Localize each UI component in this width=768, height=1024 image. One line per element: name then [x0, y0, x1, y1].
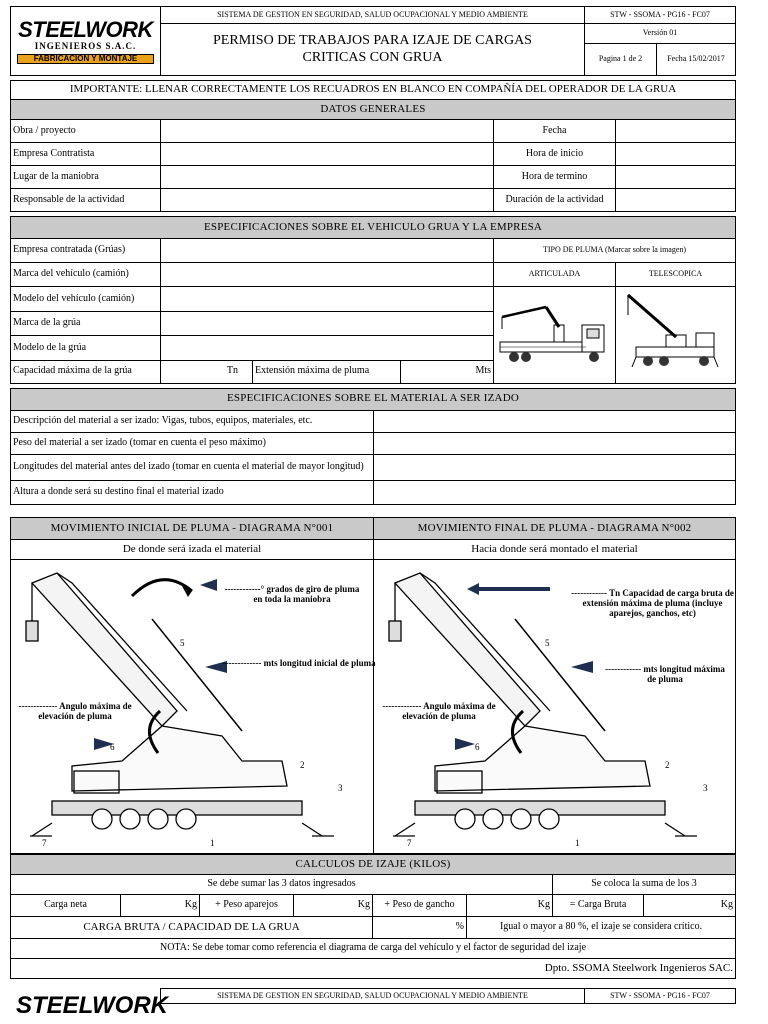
- input-material-desc[interactable]: [374, 410, 736, 432]
- crane-number-2-b: 2: [665, 760, 670, 770]
- department: Dpto. SSOMA Steelwork Ingenieros SAC.: [11, 959, 736, 979]
- note-max-length: ------------ mts longitud máxima de pluma: [605, 664, 725, 684]
- label-duration: Duración de la actividad: [494, 189, 616, 212]
- footer-block: [10, 988, 735, 1022]
- crane-number-5-b: 5: [545, 638, 550, 648]
- input-crane-brand[interactable]: [161, 311, 494, 336]
- footnote: NOTA: Se debe tomar como referencia el diagrama de carga del vehículo y el factor de seguridad del izaje: [11, 939, 736, 959]
- diagram-1-subtitle: De donde será izada el material: [11, 540, 374, 560]
- calc-sum-note: Se debe sumar las 3 datos ingresados: [11, 875, 553, 895]
- form-title-line1: PERMISO DE TRABAJOS PARA IZAJE DE CARGAS: [213, 33, 532, 49]
- input-end-time[interactable]: [616, 166, 736, 189]
- unit-kg-4: Kg: [720, 899, 734, 911]
- label-gross-load: = Carga Bruta: [553, 895, 644, 917]
- label-truck-brand: Marca del vehículo (camión): [11, 263, 161, 287]
- crane-number-7-a: 7: [42, 838, 47, 848]
- label-date: Fecha: [494, 120, 616, 143]
- section-calc: CALCULOS DE IZAJE (KILOS): [11, 855, 736, 875]
- label-hook-weight: + Peso de gancho: [373, 895, 467, 917]
- diagram-1-title: MOVIMIENTO INICIAL DE PLUMA - DIAGRAMA N°001: [11, 518, 374, 540]
- unit-tn: Tn: [226, 365, 238, 377]
- note-elevation-angle-2: ------------- Angulo máxima de elevación de pluma: [382, 701, 496, 721]
- system-title: SISTEMA DE GESTION EN SEGURIDAD, SALUD OCUPACIONAL Y MEDIO AMBIENTE: [161, 7, 585, 24]
- label-material-desc: Descripción del material a ser izado: Vigas, tubos, equipos, materiales, etc.: [11, 410, 374, 432]
- label-responsible: Responsable de la actividad: [11, 189, 161, 212]
- input-start-time[interactable]: [616, 143, 736, 166]
- doc-code: STW - SSOMA - PG16 - FC07: [585, 7, 736, 24]
- input-duration[interactable]: [616, 189, 736, 212]
- input-material-weight[interactable]: [374, 432, 736, 454]
- boom-telescopica-label: TELESCOPICA: [616, 263, 736, 287]
- telescopic-crane-icon: [616, 287, 732, 379]
- important-note: IMPORTANTE: LLENAR CORRECTAMENTE LOS RECUADROS EN BLANCO EN COMPAÑÍA DEL OPERADOR DE LA GRUA: [11, 81, 736, 100]
- crane-number-6-a: 6: [110, 742, 115, 752]
- input-project[interactable]: [161, 120, 494, 143]
- label-contractor: Empresa Contratista: [11, 143, 161, 166]
- doc-date: Fecha 15/02/2017: [657, 44, 736, 76]
- crane-number-1-b: 1: [575, 838, 580, 848]
- input-responsible[interactable]: [161, 189, 494, 212]
- input-crane-company[interactable]: [161, 239, 494, 263]
- diagrams-block: [10, 517, 735, 854]
- section-general: DATOS GENERALES: [11, 100, 736, 120]
- footer-logo: STEELWORK: [16, 992, 169, 1019]
- diagram-2-title: MOVIMIENTO FINAL DE PLUMA - DIAGRAMA N°002: [374, 518, 736, 540]
- input-crane-model[interactable]: [161, 336, 494, 361]
- crane-number-6-b: 6: [475, 742, 480, 752]
- form-title: [161, 24, 585, 76]
- logo-cell: [11, 7, 161, 76]
- input-max-extension[interactable]: [401, 360, 494, 383]
- unit-kg-3: Kg: [537, 899, 550, 911]
- critical-note: Igual o mayor a 80 %, el izaje se considera crítico.: [467, 917, 736, 939]
- note-rotation-degrees: ------------° grados de giro de pluma en toda la maniobra: [224, 584, 360, 604]
- input-max-capacity[interactable]: [161, 360, 253, 383]
- label-net-load: Carga neta: [11, 895, 121, 917]
- articulated-crane-icon: [494, 287, 612, 379]
- crane-number-7-b: 7: [407, 838, 412, 848]
- label-crane-company: Empresa contratada (Grúas): [11, 239, 161, 263]
- unit-kg-1: Kg: [184, 899, 197, 911]
- section-material: ESPECIFICACIONES SOBRE EL MATERIAL A SER IZADO: [11, 388, 736, 410]
- input-location[interactable]: [161, 166, 494, 189]
- boom-type-text: TIPO DE PLUMA: [542, 245, 603, 255]
- crane-number-3-b: 3: [703, 783, 708, 793]
- arrow-angle-pointer-2: [455, 738, 475, 750]
- version-label: Versión 01: [585, 24, 736, 44]
- label-end-time: Hora de termino: [494, 166, 616, 189]
- boom-type-label: [494, 239, 736, 263]
- label-crane-brand: Marca de la grúa: [11, 311, 161, 336]
- page-number: Pagina 1 de 2: [585, 44, 657, 76]
- crane-number-3-a: 3: [338, 783, 343, 793]
- boom-type-hint: (Marcar sobre la imagen): [605, 245, 687, 255]
- unit-percent: %: [455, 921, 464, 933]
- label-max-capacity: Capacidad máxima de la grúa: [11, 360, 161, 383]
- label-truck-model: Modelo del vehículo (camión): [11, 287, 161, 312]
- input-material-length[interactable]: [374, 454, 736, 480]
- footer-system: SISTEMA DE GESTION EN SEGURIDAD, SALUD OCUPACIONAL Y MEDIO AMBIENTE: [161, 989, 585, 1004]
- calc-put-note: Se coloca la suma de los 3: [553, 875, 736, 895]
- crane-number-5-a: 5: [180, 638, 185, 648]
- input-truck-model[interactable]: [161, 287, 494, 312]
- unit-kg-2: Kg: [357, 899, 370, 911]
- input-net-load[interactable]: [121, 895, 200, 917]
- diagram-2-subtitle: Hacia donde será montado el material: [374, 540, 736, 560]
- label-max-extension: Extensión máxima de pluma: [253, 360, 401, 383]
- company-tagline: FABRICACION Y MONTAJE: [17, 54, 154, 64]
- arrow-rotation-pointer-1: [200, 579, 217, 591]
- input-date[interactable]: [616, 120, 736, 143]
- footer-code: STW - SSOMA - PG16 - FC07: [585, 989, 736, 1004]
- label-ratio: CARGA BRUTA / CAPACIDAD DE LA GRUA: [11, 917, 373, 939]
- section-vehicle: ESPECIFICACIONES SOBRE EL VEHICULO GRUA Y LA EMPRESA: [11, 217, 736, 239]
- label-project: Obra / proyecto: [11, 120, 161, 143]
- label-material-length: Longitudes del material antes del izado (tomar en cuenta el material de mayor longitud): [11, 454, 374, 480]
- telescopic-crane-image[interactable]: [616, 287, 736, 384]
- note-gross-capacity: ------------ Tn Capacidad de carga bruta de extensión máxima de pluma (incluye aparejos, ganchos, etc): [571, 588, 734, 618]
- note-elevation-angle-1: ------------- Angulo máxima de elevación de pluma: [18, 701, 132, 721]
- note-initial-length: ------------- mts longitud inicial de pluma: [222, 658, 376, 668]
- input-truck-brand[interactable]: [161, 263, 494, 287]
- header-block: [10, 6, 735, 75]
- boom-articulada-label: ARTICULADA: [494, 263, 616, 287]
- company-logo: STEELWORK: [18, 17, 153, 43]
- label-rigging-weight: + Peso aparejos: [200, 895, 294, 917]
- articulated-crane-image[interactable]: [494, 287, 616, 384]
- input-rigging-weight[interactable]: [294, 895, 373, 917]
- input-gross-load[interactable]: [644, 895, 736, 917]
- crane-number-2-a: 2: [300, 760, 305, 770]
- arrow-length-pointer-2: [571, 661, 593, 673]
- input-hook-weight[interactable]: [467, 895, 553, 917]
- label-material-height: Altura a donde será su destino final el material izado: [11, 480, 374, 504]
- input-material-height[interactable]: [374, 480, 736, 504]
- form-title-line2: CRITICAS CON GRUA: [302, 49, 443, 65]
- unit-mts: Mts: [475, 365, 491, 377]
- label-location: Lugar de la maniobra: [11, 166, 161, 189]
- input-ratio[interactable]: [373, 917, 467, 939]
- label-crane-model: Modelo de la grúa: [11, 336, 161, 361]
- label-material-weight: Peso del material a ser izado (tomar en cuenta el peso máximo): [11, 432, 374, 454]
- main-form: [10, 80, 735, 505]
- label-start-time: Hora de inicio: [494, 143, 616, 166]
- input-contractor[interactable]: [161, 143, 494, 166]
- calc-block: [10, 854, 735, 979]
- crane-number-1-a: 1: [210, 838, 215, 848]
- company-sub: INGENIEROS S.A.C.: [34, 41, 137, 52]
